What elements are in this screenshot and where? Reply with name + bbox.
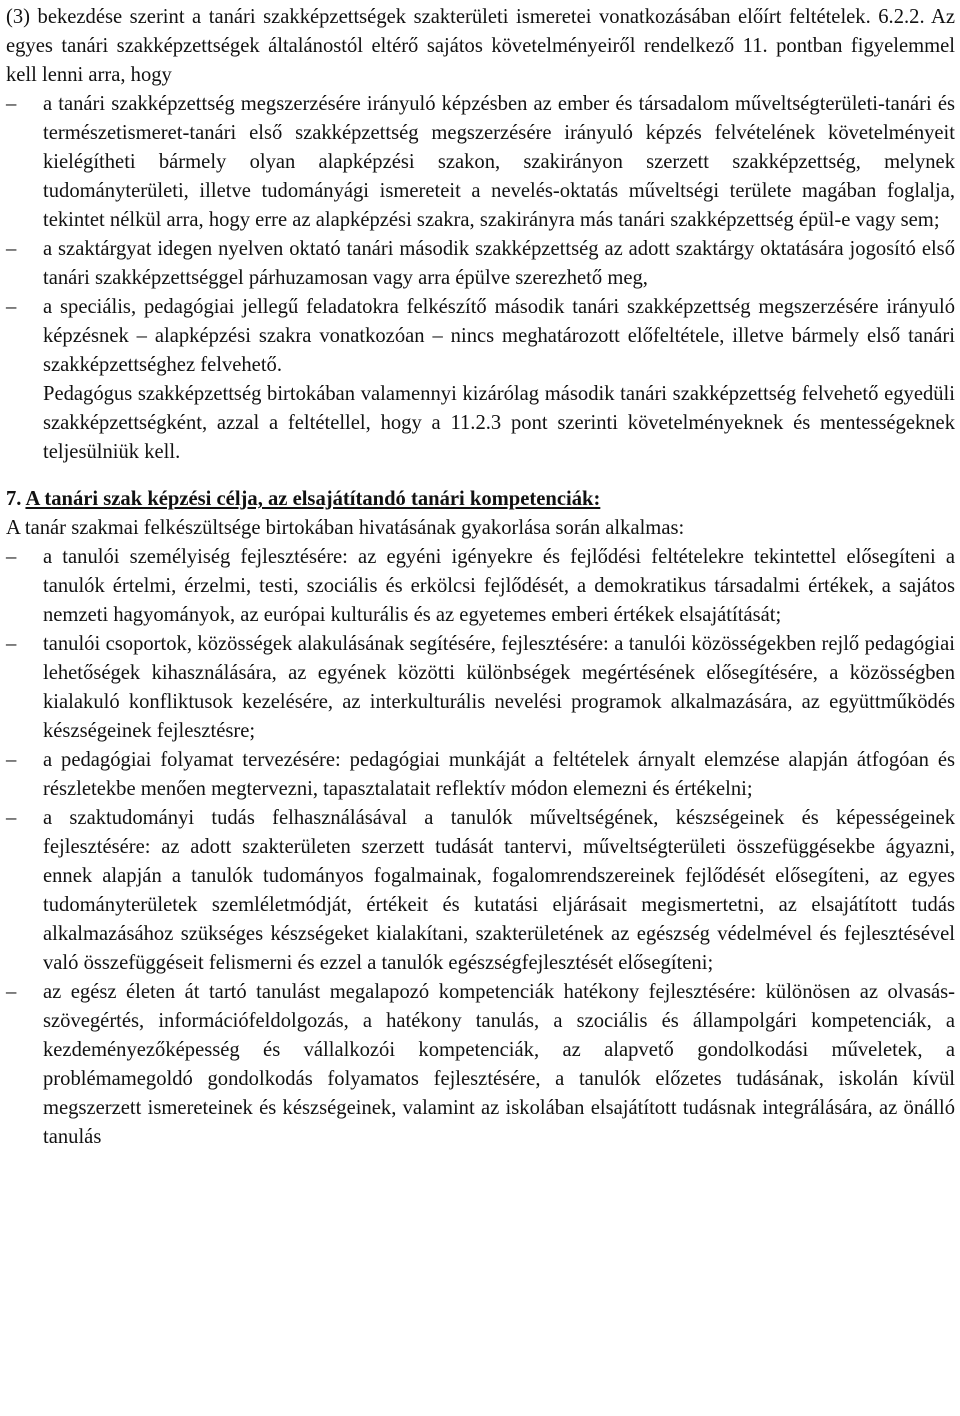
- dash-bullet: –: [6, 546, 17, 568]
- dash-bullet: –: [6, 238, 17, 260]
- list-item: [6, 543, 955, 630]
- list-item: [6, 630, 955, 746]
- document-page: [6, 3, 955, 1152]
- list-item: [6, 90, 955, 235]
- section-heading: [6, 485, 955, 514]
- list-item-text: a szaktudományi tudás felhasználásával a tanulók műveltségének, készségeinek és képességeinek fejlesztésére: az adott szakterületen szerzett tudását tantervi, műveltségterületi összefüggésekbe ágyazni, ennek alapján a tanulók tudományos fogalmainak, fogalomrendszereinek fejlődését elősegíteni, az egyes tudományterületek szemléletmódját, értékeit és kutatási eljárásait megismertetni, az elsajátított tudás alkalmazásához szükséges készségeket kialakítani, szakterületének az egészség védelmével és fejlesztésével való összefüggéseit felismerni és ezzel a tanulók egészségfejlesztését elősegíteni;: [43, 807, 955, 974]
- list-item-text: a pedagógiai folyamat tervezésére: pedagógiai munkáját a feltételek árnyalt elemzése alapján átfogóan és részletekbe menően megtervezni, tapasztalatait reflektív módon elemezni és értékelni;: [43, 749, 955, 800]
- list-item: [6, 804, 955, 978]
- dash-bullet: –: [6, 93, 17, 115]
- dash-bullet: –: [6, 807, 17, 829]
- dash-bullet: –: [6, 296, 17, 318]
- section-number: 7.: [6, 488, 22, 510]
- list-item-text: a tanulói személyiség fejlesztésére: az egyéni igényekre és fejlődési feltételekre tekintettel elősegíteni a tanulók értelmi, érzelmi, testi, szociális és erkölcsi fejlődését, a demokratikus társadalmi értékek, a sajátos nemzeti hagyományok, az európai kulturális és az egyetemes emberi értékek elsajátítását;: [43, 546, 955, 626]
- list-item-text: a szaktárgyat idegen nyelven oktató tanári második szakképzettség az adott szaktárgy oktatására jogosító első tanári szakképzettséggel párhuzamosan vagy arra épülve szerezhető meg,: [43, 238, 955, 289]
- list-item: [6, 746, 955, 804]
- list-item: [6, 978, 955, 1152]
- dash-bullet: –: [6, 981, 17, 1003]
- section-spacer: [6, 467, 955, 485]
- list-item: [6, 235, 955, 293]
- list-item: [6, 293, 955, 380]
- list-item-text: tanulói csoportok, közösségek alakulásának segítésére, fejlesztésére: a tanulói közösségekben rejlő pedagógiai lehetőségek kihasználására, az egyének közötti különbségek megértésének elősegítésére, a közösségben kialakuló konfliktusok kezelésére, az interkulturális nevelési programok alkalmazására, az együttműködés készségeinek fejlesztésre;: [43, 633, 955, 742]
- list-item-text: a speciális, pedagógiai jellegű feladatokra felkészítő második tanári szakképzettség megszerzésére irányuló képzésnek – alapképzési szakra vonatkozóan – nincs meghatározott előfeltétele, illetve bármely első tanári szakképzettséghez felvehető.: [43, 296, 955, 376]
- intro-paragraph: (3) bekezdése szerint a tanári szakképzettségek szakterületi ismeretei vonatkozásában előírt feltételek. 6.2.2. Az egyes tanári szakképzettségek általánostól eltérő sajátos követelményeiről rendelkező 11. pontban figyelemmel kell lenni arra, hogy: [6, 6, 955, 86]
- dash-bullet: –: [6, 749, 17, 771]
- section-lead: A tanár szakmai felkészültsége birtokában hivatásának gyakorlása során alkalmas:: [6, 517, 685, 539]
- section-title: A tanári szak képzési célja, az elsajátítandó tanári kompetenciák:: [25, 488, 601, 510]
- list-item-text: a tanári szakképzettség megszerzésére irányuló képzésben az ember és társadalom műveltségterületi-tanári és természetismeret-tanári első szakképzettség megszerzésére irányuló képzés felvételének követelményeit kielégítheti bármely olyan alapképzési szakon, szakirányon szerzett szakképzettség, melynek tudományterületi, illetve tudományági ismereteit a nevelés-oktatás műveltségi területe magában foglalja, tekintet nélkül arra, hogy erre az alapképzési szakra, szakirányra más tanári szakképzettség épül-e vagy sem;: [43, 93, 955, 231]
- closing-paragraph: Pedagógus szakképzettség birtokában valamennyi kizárólag második tanári szakképzettség felvehető egyedüli szakképzettségként, azzal a feltétellel, hogy a 11.2.3 pont szerinti követelményeknek és mentességeknek teljesülniük kell.: [43, 383, 955, 463]
- list-item-text: az egész életen át tartó tanulást megalapozó kompetenciák hatékony fejlesztésére: különösen az olvasás-szövegértés, információfeldolgozás, a hatékony tanulás, a szociális és állampolgári kompetenciák, a kezdeményezőképesség és vállalkozói kompetenciák, az alapvető gondolkodási műveletek, a problémamegoldó gondolkodás folyamatos fejlesztésére, a tanulók előzetes tudásának, iskolán kívül megszerzett ismereteinek és készségeinek, valamint az iskolában elsajátított tudásnak integrálására, az önálló tanulás: [43, 981, 955, 1148]
- dash-bullet: –: [6, 633, 17, 655]
